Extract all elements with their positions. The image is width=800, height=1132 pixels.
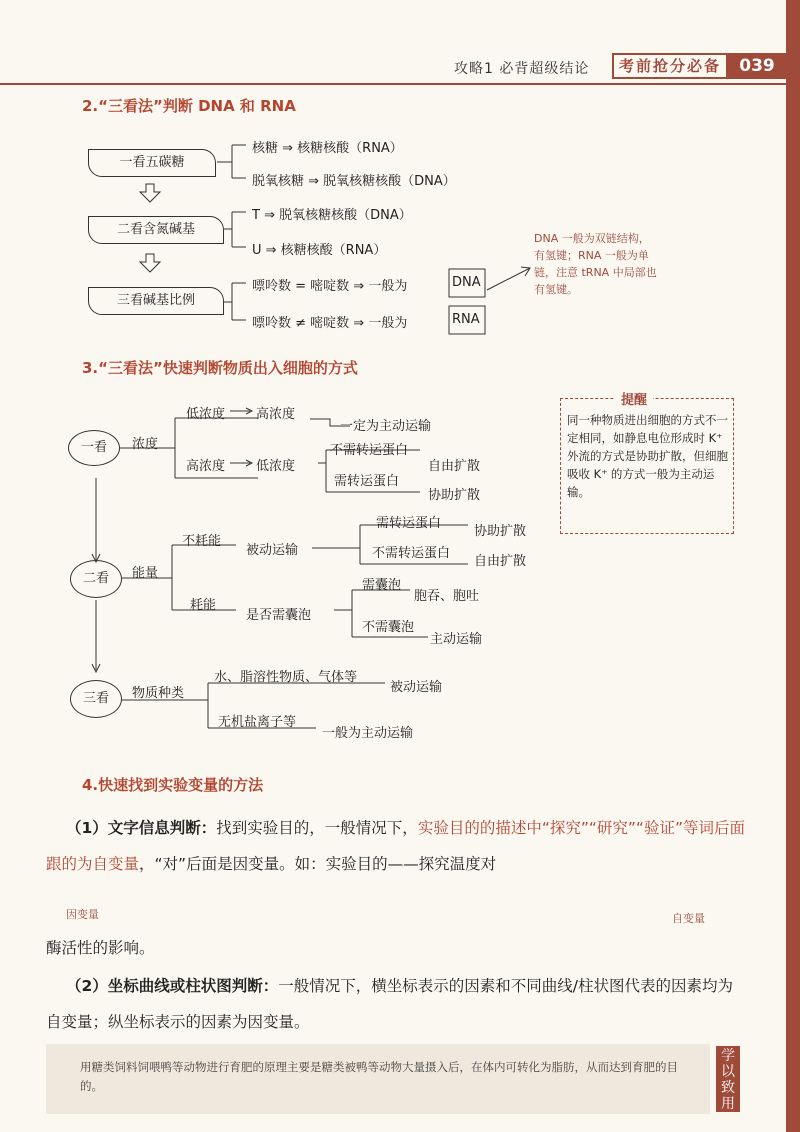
result-rna: RNA	[452, 312, 480, 327]
practice-box	[46, 1044, 710, 1114]
result-endocytosis: 胞吞、胞吐	[414, 589, 480, 604]
branch-equal: 嘌呤数 = 嘧啶数 ⇒ 一般为	[252, 279, 408, 294]
label-vesicle-q: 是否需囊泡	[246, 608, 312, 623]
look-3-ellipse: 三看	[70, 680, 122, 718]
label-high: 高浓度	[256, 407, 296, 422]
result-facilitated-2: 协助扩散	[474, 524, 527, 539]
label-no-vesicle: 不需囊泡	[362, 620, 415, 635]
handwritten-note: DNA 一般为双链结构， 有氢键；RNA 一般为单 链，注意 tRNA 中局部也 有氢键。	[534, 232, 657, 296]
result-active-3: 一般为主动运输	[322, 726, 414, 741]
section-3-title: 3.“三看法”快速判断物质出入细胞的方式	[82, 359, 358, 377]
section-2-title: 2.“三看法”判断 DNA 和 RNA	[82, 97, 296, 115]
annotation-independent: 自变量	[672, 912, 705, 925]
result-free-diffusion-2: 自由扩散	[474, 554, 527, 569]
paragraph-1-end: 酶活性的影响。	[46, 939, 155, 957]
step-1-box: 一看五碳糖	[88, 149, 216, 177]
label-transporter-2: 需转运蛋白	[376, 516, 442, 531]
page-number: 039	[728, 53, 786, 79]
label-no-transporter: 不需转运蛋白	[330, 443, 409, 458]
paragraph-2: （2）坐标曲线或柱状图判断：一般情况下，横坐标表示的因素和不同曲线/柱状图代表的因素均为自变量；纵坐标表示的因素为因变量。	[46, 977, 734, 1031]
label-no-transporter-2: 不需转运蛋白	[372, 546, 451, 561]
step-3-box: 三看碱基比例	[88, 287, 224, 315]
label-substance-type: 物质种类	[132, 686, 185, 701]
practice-text: 用糖类饲料饲喂鸭等动物进行育肥的原理主要是糖类被鸭等动物大量摄入后，在体内可转化为脂肪，从而达到育肥的目的。	[80, 1060, 678, 1093]
label-no-energy: 不耗能	[182, 534, 222, 549]
label-energy: 能量	[132, 566, 159, 581]
label-water-lipid: 水、脂溶性物质、气体等	[214, 670, 358, 685]
apply-badge: 学以致用	[716, 1046, 740, 1112]
hint-title: 提醒	[615, 389, 653, 408]
step-2-box: 二看含氮碱基	[88, 216, 224, 244]
result-free-diffusion: 自由扩散	[428, 459, 481, 474]
result-passive: 被动运输	[390, 680, 443, 695]
label-low: 低浓度	[186, 407, 226, 422]
branch-thymine: T ⇒ 脱氧核糖核酸（DNA）	[252, 208, 412, 223]
label-concentration: 浓度	[132, 437, 159, 452]
result-dna: DNA	[452, 275, 481, 290]
paragraph-1: （1）文字信息判断：找到实验目的，一般情况下，实验目的的描述中“探究”“研究”“验证”等词后面跟的为自变量，“对”后面是因变量。如：实验目的——探究温度对	[46, 819, 745, 873]
section-4-title: 4.快速找到实验变量的方法	[82, 776, 264, 794]
label-energy-use: 耗能	[190, 598, 217, 613]
section-tag: 考前抢分必备	[612, 53, 728, 79]
label-low-2: 低浓度	[256, 459, 296, 474]
result-active: 一定为主动运输	[340, 419, 432, 434]
label-high-2: 高浓度	[186, 459, 226, 474]
label-transporter: 需转运蛋白	[334, 474, 400, 489]
look-1-ellipse: 一看	[68, 430, 120, 466]
look-2-ellipse: 二看	[70, 560, 122, 598]
hint-body: 同一种物质进出细胞的方式不一定相同，如静息电位形成时 K⁺ 外流的方式是协助扩散，但细胞吸收 K⁺ 的方式一般为主动运输。	[567, 413, 728, 499]
branch-uracil: U ⇒ 核糖核酸（RNA）	[252, 243, 387, 258]
hint-box	[560, 393, 734, 534]
result-facilitated: 协助扩散	[428, 488, 481, 503]
branch-ribose: 核糖 ⇒ 核糖核酸（RNA）	[252, 141, 403, 156]
label-ions: 无机盐离子等	[218, 715, 297, 730]
label-vesicle: 需囊泡	[362, 578, 402, 593]
label-passive: 被动运输	[246, 543, 299, 558]
annotation-dependent: 因变量	[66, 908, 99, 921]
breadcrumb: 攻略1 必背超级结论	[454, 61, 590, 77]
branch-deoxyribose: 脱氧核糖 ⇒ 脱氧核糖核酸（DNA）	[252, 174, 456, 189]
result-active-2: 主动运输	[430, 632, 483, 647]
branch-unequal: 嘌呤数 ≠ 嘧啶数 ⇒ 一般为	[252, 316, 408, 331]
